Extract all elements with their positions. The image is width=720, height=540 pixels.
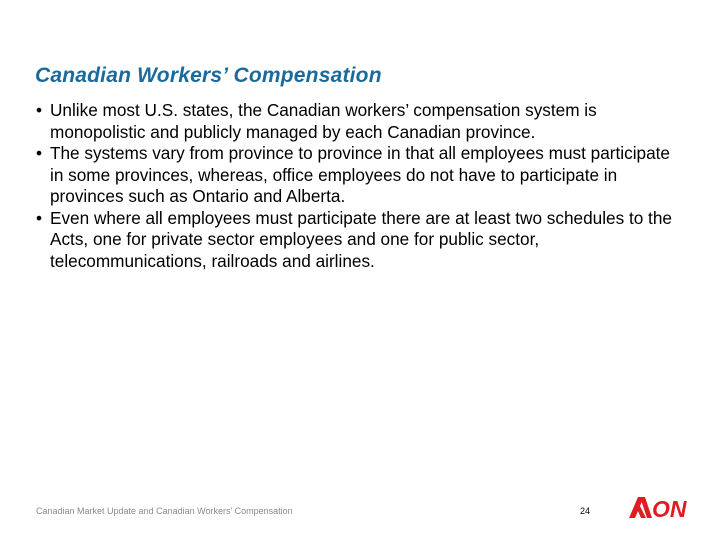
- svg-text:ON: ON: [652, 496, 687, 520]
- bullet-item: [36, 100, 686, 143]
- bullet-item: [36, 143, 686, 208]
- slide-title: Canadian Workers’ Compensation: [35, 64, 382, 87]
- bullet-item: [36, 208, 686, 273]
- bullet-text: Even where all employees must participate there are at least two schedules to the Acts, one for private sector employees and one for public sector, telecommunications, railroads and airlines.: [50, 207, 672, 271]
- bullet-marker: •: [36, 100, 43, 120]
- page-number: 24: [580, 506, 591, 516]
- bullet-text: Unlike most U.S. states, the Canadian workers’ compensation system is monopolistic and publicly managed by each Canadian province.: [50, 100, 597, 142]
- bullet-marker: •: [36, 207, 43, 228]
- footer-text: Canadian Market Update and Canadian Workers’ Compensation: [36, 506, 293, 516]
- bullet-marker: •: [36, 143, 43, 163]
- bullet-list: [36, 100, 686, 272]
- bullet-text: The systems vary from province to province in that all employees must participate in some provinces, whereas, office employees do not have to participate in provinces such as Ontario and Alberta.: [50, 143, 670, 206]
- aon-logo: [628, 494, 688, 520]
